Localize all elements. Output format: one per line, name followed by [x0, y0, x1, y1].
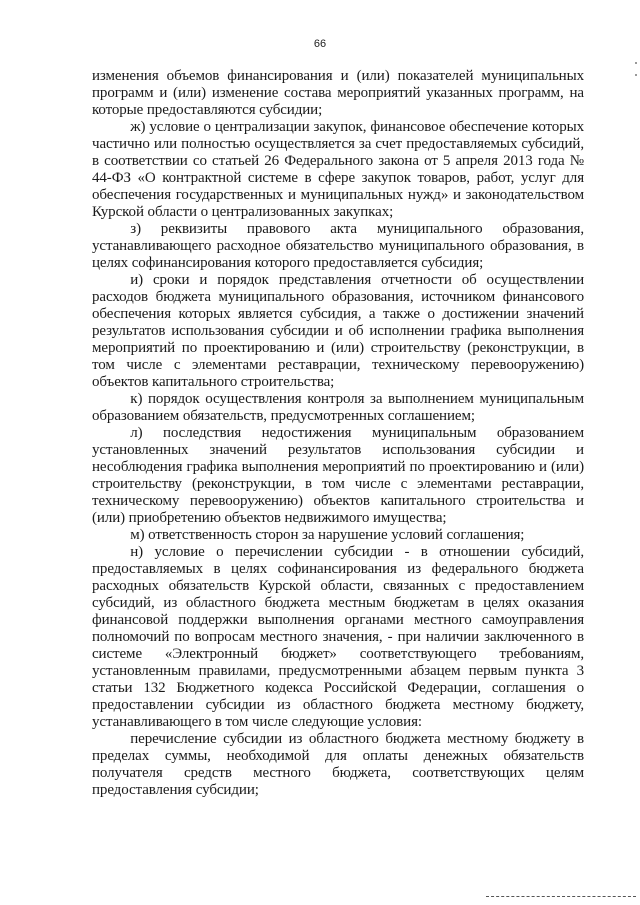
paragraph-item-z: з) реквизиты правового акта муниципального образования, устанавливающего расходное обязательство муниципального образования, в целях софинансирования которого предоставляется субсидия; [92, 221, 584, 271]
paragraph-item-i: и) сроки и порядок представления отчетности об осуществлении расходов бюджета муниципального образования, источником финансового обеспечения которых является субсидия, а также о достижении значений результатов использования субсидии и об исполнении графика выполнения мероприятий по проектированию и (или) строительству (реконструкции, в том числе с элементами реставрации, техническому перевооружению) объектов капитального строительства; [92, 272, 584, 390]
paragraph-item-zh: ж) условие о централизации закупок, финансовое обеспечение которых частично или полностью осуществляется за счет предоставляемых субсидий, в соответствии со статьей 26 Федерального закона от 5 апреля 2013 года № 44-ФЗ «О контрактной системе в сфере закупок товаров, работ, услуг для обеспечения государственных и муниципальных нужд» и законодательством Курской области о централизованных закупках; [92, 119, 584, 220]
scan-bottom-rule [486, 896, 636, 898]
page-number: 66 [313, 38, 327, 50]
scan-edge-mark [635, 74, 637, 76]
paragraph-item-n: н) условие о перечислении субсидии - в отношении субсидий, предоставляемых в целях софинансирования из федерального бюджета расходных обязательств Курской области, связанных с предоставлением субсидий, из областного бюджета местным бюджетам в целях оказания финансовой поддержки выполнения органами местного самоуправления полномочий по вопросам местного значения, - при наличии заключенного в системе «Электронный бюджет» соответствующего требованиям, установленным правилами, предусмотренными абзацем первым пункта 3 статьи 132 Бюджетного кодекса Российской Федерации, соглашения о предоставлении субсидии из областного бюджета местному бюджету, устанавливающего в том числе следующие условия: [92, 544, 584, 730]
paragraph-item-m: м) ответственность сторон за нарушение условий соглашения; [130, 527, 525, 543]
document-body [92, 68, 584, 799]
paragraph-continuation: изменения объемов финансирования и (или) показателей муниципальных программ и (или) изменение состава мероприятий указанных программ, на которые предоставляются субсидии; [92, 68, 584, 118]
paragraph-transfer-condition: перечисление субсидии из областного бюджета местному бюджету в пределах суммы, необходимой для оплаты денежных обязательств получателя средств местного бюджета, соответствующих целям предоставления субсидии; [92, 731, 584, 798]
paragraph-item-k: к) порядок осуществления контроля за выполнением муниципальным образованием обязательств, предусмотренных соглашением; [92, 391, 584, 424]
scan-edge-mark [635, 62, 637, 64]
paragraph-item-l: л) последствия недостижения муниципальным образованием установленных значений результатов использования субсидии и несоблюдения графика выполнения мероприятий по проектированию и (или) строительству (реконструкции, в том числе с элементами реставрации, техническому перевооружению) объектов капитального строительства и (или) приобретению объектов недвижимого имущества; [92, 425, 584, 526]
